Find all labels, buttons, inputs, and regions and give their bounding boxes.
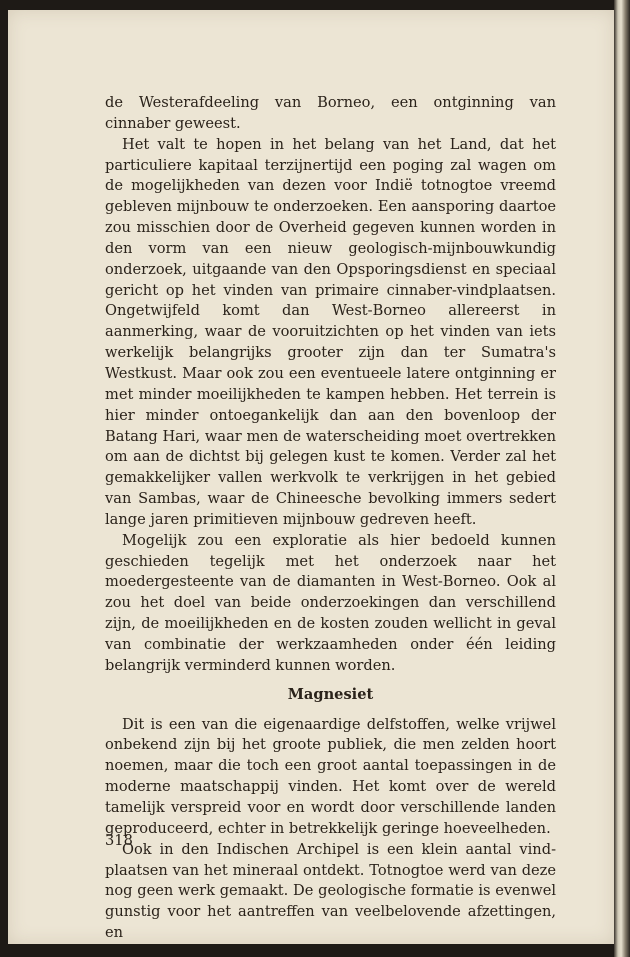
paragraph: de Westerafdeeling van Borneo, een ontginning van cinnaber geweest. — [105, 94, 556, 132]
section-heading: Magnesiet — [287, 685, 374, 703]
paragraph: Het valt te hopen in het belang van het Land, dat het particuliere kapitaal terzijnertijd een poging zal wagen om de mogelijkheden van dezen voor Indië totnogtoe vreemd gebleven mijnbouw te onderzoeken. Een aansporing daartoe zou misschien door de Overheid gegeven kunnen worden in den vorm van een nieuw geologisch-mijnbouwkundig onderzoek, uitgaande van den Opsporingsdienst en speciaal gericht op het vinden van primaire cinnaber-vindplaatsen. Ongetwijfeld komt dan West-Borneo allereerst in aanmerking, waar de vooruitzichten op het vinden van iets werkelijk belangrijks grooter zijn dan ter Sumatra's Westkust. Maar ook zou een eventueele latere ontginning er met minder moeilijkheden te kampen hebben. Het terrein is hier minder ontoegankelijk dan aan den bovenloop der Batang Hari, waar men de waterscheiding moet overtrekken om aan de dichtst bij gelegen kust te komen. Verder zal het gemakkelijker vallen werkvolk te verkrijgen in het gebied van Sambas, waar de Chineesche bevolking immers sedert lange jaren primitieven mijnbouw gedreven heeft. — [105, 135, 556, 528]
paragraph: Dit is een van die eigenaardige delfstoffen, welke vrijwel onbekend zijn bij het groote publiek, die men zelden hoort noemen, maar die toch een groot aantal toepassingen in de moderne maatschappij vinden. Het komt over de wereld tamelijk verspreid voor en wordt door verschillende landen geproduceerd, echter in betrekkelijk geringe hoeveelheden. — [105, 715, 556, 837]
body-text — [105, 93, 556, 944]
paragraph: Ook in den Indischen Archipel is een klein aantal vindplaatsen van het mineraal ontdekt. Totnogtoe werd van deze nog geen werk gemaakt. De geologische formatie is evenwel gunstig voor het aantreffen van veelbelovende afzettingen, en — [105, 840, 556, 942]
book-spine-edge — [614, 0, 630, 957]
page-number: 318 — [105, 832, 133, 849]
paragraph: Mogelijk zou een exploratie als hier bedoeld kunnen geschieden tegelijk met het onderzoek naar het moedergesteente van de diamanten in West-Borneo. Ook al zou het doel van beide onderzoekingen dan verschillend zijn, de moeilijkheden en de kosten zouden wellicht in geval van combinatie der werkzaamheden onder één leiding belangrijk verminderd kunnen worden. — [105, 531, 556, 674]
